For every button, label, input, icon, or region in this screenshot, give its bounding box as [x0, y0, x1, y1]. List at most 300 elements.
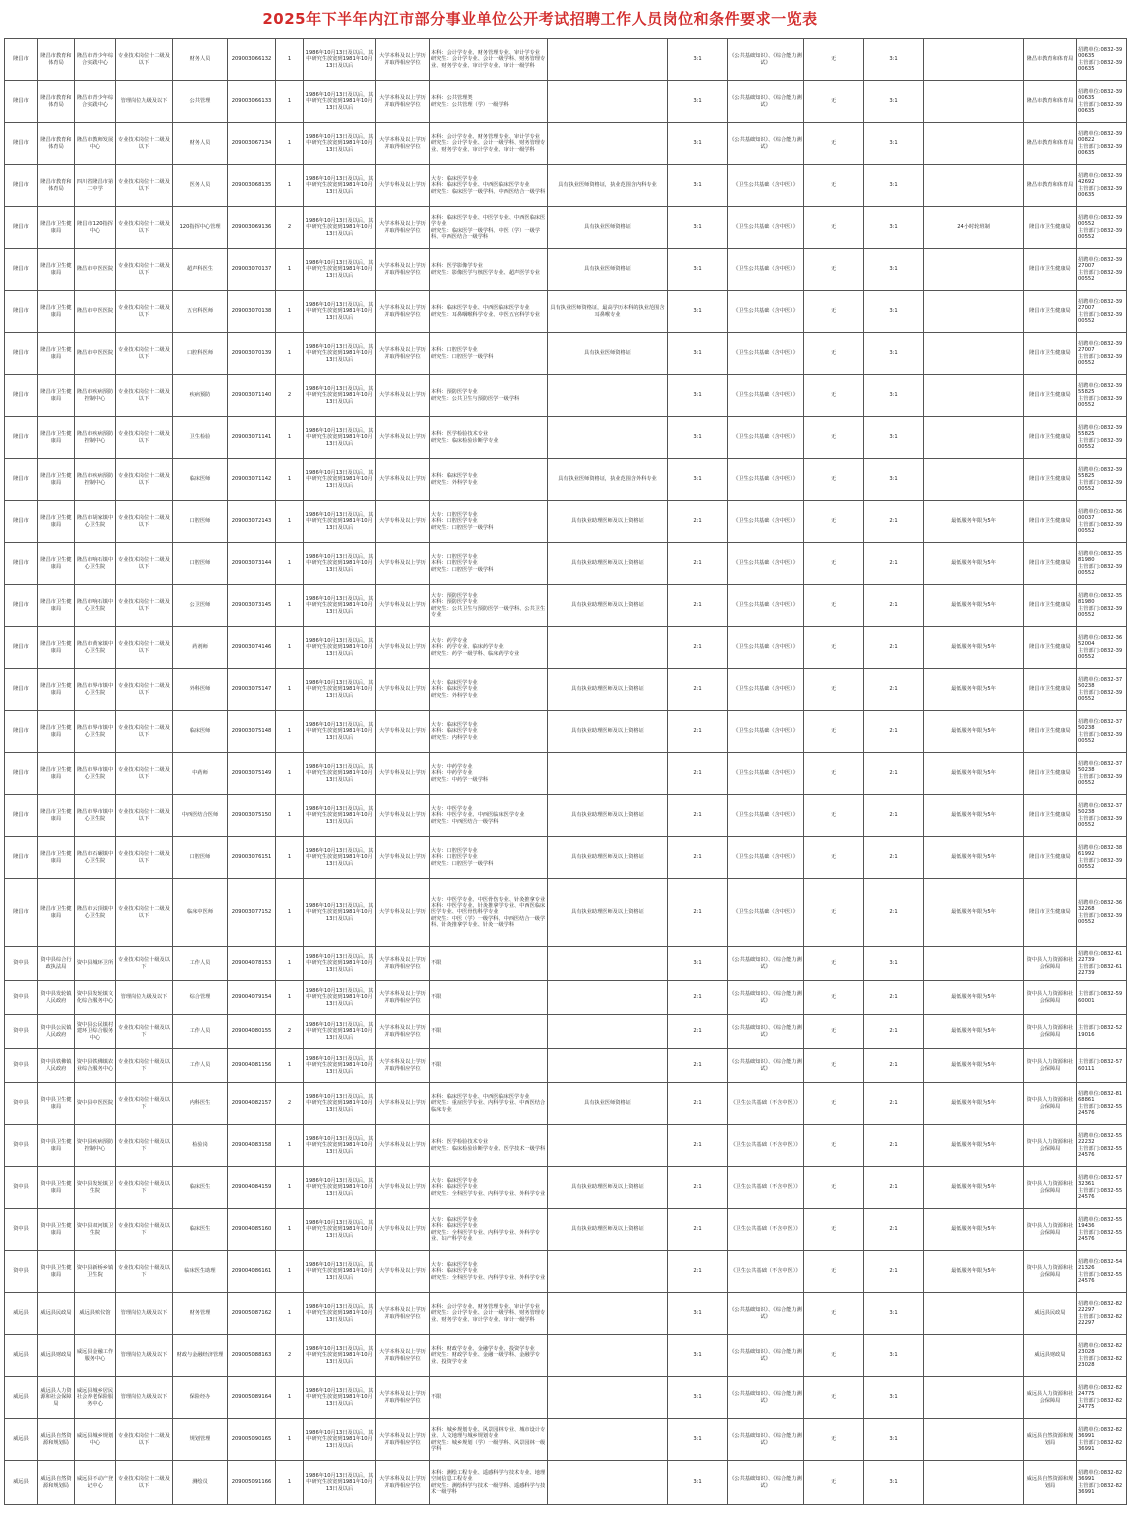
- exam-subject-cell: 《公共基础知识》、《综合能力测试》: [728, 947, 804, 981]
- post-code-cell: 209003070138: [228, 291, 276, 333]
- certificate-cell: [548, 1125, 668, 1167]
- extra-points-cell: 无: [804, 1461, 864, 1505]
- exam-ratio-cell: 3:1: [668, 207, 728, 249]
- unit-cell: 资中县城环卫所: [75, 947, 116, 981]
- post-code-cell: 209004086161: [228, 1251, 276, 1293]
- post-type-cell: 专业技术岗位十二级及以下: [116, 669, 173, 711]
- headcount-cell: 1: [276, 501, 304, 543]
- age-cell: 1986年10月13日及以后，其中研究生放宽到1981年10月13日及以后: [304, 165, 376, 207]
- extra-points-cell: 无: [804, 39, 864, 81]
- department-cell: 资中县卫生健康局: [38, 1125, 75, 1167]
- interview-ratio-cell: 2:1: [864, 1015, 924, 1049]
- county-cell: 资中县: [5, 1167, 38, 1209]
- other-requirement-cell: [924, 375, 1024, 417]
- major-cell: 不限: [430, 1049, 548, 1083]
- department-cell: 隆昌市卫生健康局: [38, 669, 75, 711]
- certificate-cell: [548, 81, 668, 123]
- age-cell: 1986年10月13日及以后，其中研究生放宽到1981年10月13日及以后: [304, 291, 376, 333]
- post-code-cell: 209003072143: [228, 501, 276, 543]
- post-type-cell: 专业技术岗位十二级及以下: [116, 417, 173, 459]
- contact-cell: 招聘单位:0832-3632268 主管部门:0832-3900552: [1077, 879, 1127, 947]
- headcount-cell: 1: [276, 947, 304, 981]
- department-cell: 隆昌市卫生健康局: [38, 291, 75, 333]
- county-cell: 隆昌市: [5, 627, 38, 669]
- authority-cell: 资中县人力资源和社会保障局: [1024, 1049, 1077, 1083]
- extra-points-cell: 无: [804, 947, 864, 981]
- age-cell: 1986年10月13日及以后，其中研究生放宽到1981年10月13日及以后: [304, 753, 376, 795]
- table-row: [5, 879, 1127, 947]
- major-cell: 本科：医学影像学专业 研究生：影像医学与核医学专业、超声医学专业: [430, 249, 548, 291]
- post-code-cell: 209003075150: [228, 795, 276, 837]
- post-code-cell: 209004085160: [228, 1209, 276, 1251]
- major-cell: 不限: [430, 981, 548, 1015]
- exam-ratio-cell: 3:1: [668, 165, 728, 207]
- age-cell: 1986年10月13日及以后，其中研究生放宽到1981年10月13日及以后: [304, 1049, 376, 1083]
- education-cell: 大学本科及以上学历并取得相应学位: [376, 81, 430, 123]
- table-row: [5, 1209, 1127, 1251]
- extra-points-cell: 无: [804, 753, 864, 795]
- exam-subject-cell: 《公共基础知识》、《综合能力测试》: [728, 123, 804, 165]
- exam-ratio-cell: 3:1: [668, 123, 728, 165]
- department-cell: 资中县公民镇人民政府: [38, 1015, 75, 1049]
- authority-cell: 资中县人力资源和社会保障局: [1024, 981, 1077, 1015]
- county-cell: 隆昌市: [5, 291, 38, 333]
- exam-ratio-cell: 2:1: [668, 669, 728, 711]
- major-cell: 本科：财政学专业、金融学专业、投资学专业 研究生：财政学专业、金融一级学科、金融学专业、投资学专业: [430, 1335, 548, 1377]
- certificate-cell: [548, 417, 668, 459]
- other-requirement-cell: 最低服务年限为5年: [924, 753, 1024, 795]
- education-cell: 大学本科及以上学历并取得相应学位: [376, 1049, 430, 1083]
- table-row: [5, 1251, 1127, 1293]
- table-row: [5, 795, 1127, 837]
- age-cell: 1986年10月13日及以后，其中研究生放宽到1981年10月13日及以后: [304, 1209, 376, 1251]
- headcount-cell: 1: [276, 81, 304, 123]
- post-code-cell: 209003077152: [228, 879, 276, 947]
- post-code-cell: 209004080155: [228, 1015, 276, 1049]
- age-cell: 1986年10月13日及以后，其中研究生放宽到1981年10月13日及以后: [304, 459, 376, 501]
- education-cell: 大学专科及以上学历: [376, 879, 430, 947]
- contact-cell: 招聘单位:0832-8223028 主管部门:0832-8223028: [1077, 1335, 1127, 1377]
- unit-cell: 威远县不动产登记中心: [75, 1461, 116, 1505]
- table-row: [5, 1419, 1127, 1461]
- post-type-cell: 专业技术岗位十二级及以下: [116, 501, 173, 543]
- education-cell: 大学本科及以上学历: [376, 1083, 430, 1125]
- education-cell: 大学本科及以上学历并取得相应学位: [376, 1293, 430, 1335]
- table-row: [5, 81, 1127, 123]
- exam-ratio-cell: 2:1: [668, 1251, 728, 1293]
- education-cell: 大学专科及以上学历: [376, 669, 430, 711]
- headcount-cell: 1: [276, 1377, 304, 1419]
- major-cell: 本科：公共管理类 研究生：公共管理（学）一级学科: [430, 81, 548, 123]
- headcount-cell: 1: [276, 669, 304, 711]
- post-type-cell: 专业技术岗位十二级及以下: [116, 627, 173, 669]
- post-name-cell: 工作人员: [173, 947, 228, 981]
- post-type-cell: 专业技术岗位十二级及以下: [116, 795, 173, 837]
- extra-points-cell: 无: [804, 1335, 864, 1377]
- department-cell: 隆昌市卫生健康局: [38, 333, 75, 375]
- contact-cell: 招聘单位:0832-5732361 主管部门:0832-5524576: [1077, 1167, 1127, 1209]
- post-type-cell: 专业技术岗位十二级及以下: [116, 249, 173, 291]
- department-cell: 隆昌市教育和体育局: [38, 81, 75, 123]
- extra-points-cell: 无: [804, 981, 864, 1015]
- post-code-cell: 209004084159: [228, 1167, 276, 1209]
- certificate-cell: 具有执业助理医师及以上资格证: [548, 711, 668, 753]
- interview-ratio-cell: 2:1: [864, 981, 924, 1015]
- exam-ratio-cell: 2:1: [668, 753, 728, 795]
- post-code-cell: 209005087162: [228, 1293, 276, 1335]
- exam-ratio-cell: 3:1: [668, 947, 728, 981]
- extra-points-cell: 无: [804, 417, 864, 459]
- authority-cell: 隆昌市卫生健康局: [1024, 459, 1077, 501]
- post-code-cell: 209003067134: [228, 123, 276, 165]
- certificate-cell: [548, 627, 668, 669]
- contact-cell: 招聘单位:0832-8224775 主管部门:0832-8224775: [1077, 1377, 1127, 1419]
- age-cell: 1986年10月13日及以后，其中研究生放宽到1981年10月13日及以后: [304, 585, 376, 627]
- age-cell: 1986年10月13日及以后，其中研究生放宽到1981年10月13日及以后: [304, 981, 376, 1015]
- authority-cell: 隆昌市卫生健康局: [1024, 249, 1077, 291]
- certificate-cell: [548, 123, 668, 165]
- certificate-cell: [548, 981, 668, 1015]
- certificate-cell: 具有执业医师资格证，执业范围含外科专业: [548, 459, 668, 501]
- other-requirement-cell: 最低服务年限为5年: [924, 669, 1024, 711]
- certificate-cell: [548, 947, 668, 981]
- major-cell: 大专：药学专业 本科：药学专业、临床药学专业 研究生：药学一级学科、临床药学专业: [430, 627, 548, 669]
- education-cell: 大学专科及以上学历: [376, 837, 430, 879]
- post-name-cell: 公共管理: [173, 81, 228, 123]
- age-cell: 1986年10月13日及以后，其中研究生放宽到1981年10月13日及以后: [304, 81, 376, 123]
- interview-ratio-cell: 2:1: [864, 1251, 924, 1293]
- interview-ratio-cell: 3:1: [864, 417, 924, 459]
- unit-cell: 资中县新桥乡镇卫生院: [75, 1251, 116, 1293]
- education-cell: 大学本科及以上学历并取得相应学位: [376, 207, 430, 249]
- post-name-cell: 财政与金融经济管理: [173, 1335, 228, 1377]
- extra-points-cell: 无: [804, 291, 864, 333]
- extra-points-cell: 无: [804, 1167, 864, 1209]
- education-cell: 大学专科及以上学历: [376, 501, 430, 543]
- contact-cell: 招聘单位:0832-8236991 主管部门:0832-8236991: [1077, 1419, 1127, 1461]
- exam-ratio-cell: 2:1: [668, 879, 728, 947]
- exam-ratio-cell: 3:1: [668, 291, 728, 333]
- department-cell: 隆昌市卫生健康局: [38, 753, 75, 795]
- age-cell: 1986年10月13日及以后，其中研究生放宽到1981年10月13日及以后: [304, 1419, 376, 1461]
- education-cell: 大学本科及以上学历并取得相应学位: [376, 249, 430, 291]
- county-cell: 资中县: [5, 1049, 38, 1083]
- post-name-cell: 工作人员: [173, 1015, 228, 1049]
- department-cell: 威远县民政局: [38, 1293, 75, 1335]
- interview-ratio-cell: 2:1: [864, 1167, 924, 1209]
- exam-ratio-cell: 2:1: [668, 711, 728, 753]
- headcount-cell: 1: [276, 753, 304, 795]
- post-code-cell: 209003066133: [228, 81, 276, 123]
- major-cell: 本科：口腔医学专业 研究生：口腔医学一级学科: [430, 333, 548, 375]
- major-cell: 大专：临床医学专业 本科：临床医学专业 研究生：外科学专业: [430, 669, 548, 711]
- post-type-cell: 专业技术岗位十二级及以下: [116, 375, 173, 417]
- county-cell: 隆昌市: [5, 669, 38, 711]
- other-requirement-cell: [924, 417, 1024, 459]
- exam-ratio-cell: 3:1: [668, 333, 728, 375]
- contact-cell: 招聘单位:0832-3900822 主管部门:0832-3900635: [1077, 123, 1127, 165]
- authority-cell: 隆昌市卫生健康局: [1024, 879, 1077, 947]
- post-code-cell: 209003068135: [228, 165, 276, 207]
- post-type-cell: 专业技术岗位十二级及以下: [116, 207, 173, 249]
- certificate-cell: [548, 1251, 668, 1293]
- post-name-cell: 五官科医师: [173, 291, 228, 333]
- department-cell: 隆昌市卫生健康局: [38, 585, 75, 627]
- table-row: [5, 669, 1127, 711]
- county-cell: 隆昌市: [5, 501, 38, 543]
- interview-ratio-cell: 3:1: [864, 333, 924, 375]
- post-code-cell: 209003073144: [228, 543, 276, 585]
- post-name-cell: 超声科医生: [173, 249, 228, 291]
- authority-cell: 威远县人力资源和社会保障局: [1024, 1377, 1077, 1419]
- post-name-cell: 临床医师: [173, 459, 228, 501]
- education-cell: 大学本科及以上学历: [376, 459, 430, 501]
- interview-ratio-cell: 2:1: [864, 1209, 924, 1251]
- age-cell: 1986年10月13日及以后，其中研究生放宽到1981年10月13日及以后: [304, 711, 376, 753]
- department-cell: 资中县铁佛镇人民政府: [38, 1049, 75, 1083]
- county-cell: 威远县: [5, 1377, 38, 1419]
- department-cell: 隆昌市卫生健康局: [38, 627, 75, 669]
- certificate-cell: [548, 375, 668, 417]
- certificate-cell: 具有执业医师资格证，最高学历本科的执业范围含耳鼻喉专业: [548, 291, 668, 333]
- post-code-cell: 209005088163: [228, 1335, 276, 1377]
- major-cell: 本科：预防医学专业 研究生：公共卫生与预防医学一级学科: [430, 375, 548, 417]
- department-cell: 威远县财政局: [38, 1335, 75, 1377]
- headcount-cell: 1: [276, 981, 304, 1015]
- post-name-cell: 综合管理: [173, 981, 228, 1015]
- post-type-cell: 管理岗位九级及以下: [116, 1377, 173, 1419]
- headcount-cell: 1: [276, 123, 304, 165]
- age-cell: 1986年10月13日及以后，其中研究生放宽到1981年10月13日及以后: [304, 669, 376, 711]
- post-type-cell: 专业技术岗位十二级及以下: [116, 333, 173, 375]
- contact-cell: 招聘单位:0832-3900552 主管部门:0832-3900552: [1077, 207, 1127, 249]
- county-cell: 隆昌市: [5, 165, 38, 207]
- headcount-cell: 1: [276, 837, 304, 879]
- exam-ratio-cell: 2:1: [668, 1083, 728, 1125]
- major-cell: 本科：会计学专业、财务管理专业、审计学专业 研究生：会计学专业、会计一级学科、财务管理专业、财务学专业、审计学专业、审计一级学科: [430, 1293, 548, 1335]
- table-row: [5, 1083, 1127, 1125]
- county-cell: 隆昌市: [5, 711, 38, 753]
- authority-cell: 隆昌市卫生健康局: [1024, 753, 1077, 795]
- age-cell: 1986年10月13日及以后，其中研究生放宽到1981年10月13日及以后: [304, 39, 376, 81]
- education-cell: 大学本科及以上学历并取得相应学位: [376, 1377, 430, 1419]
- department-cell: 资中县卫生健康局: [38, 1083, 75, 1125]
- table-row: [5, 627, 1127, 669]
- extra-points-cell: 无: [804, 627, 864, 669]
- exam-ratio-cell: 2:1: [668, 837, 728, 879]
- age-cell: 1986年10月13日及以后，其中研究生放宽到1981年10月13日及以后: [304, 1015, 376, 1049]
- post-name-cell: 外科医师: [173, 669, 228, 711]
- county-cell: 隆昌市: [5, 39, 38, 81]
- post-name-cell: 保险经办: [173, 1377, 228, 1419]
- department-cell: 隆昌市卫生健康局: [38, 795, 75, 837]
- exam-ratio-cell: 2:1: [668, 501, 728, 543]
- authority-cell: 资中县人力资源和社会保障局: [1024, 1015, 1077, 1049]
- authority-cell: 资中县人力资源和社会保障局: [1024, 1083, 1077, 1125]
- education-cell: 大学本科及以上学历并取得相应学位: [376, 39, 430, 81]
- post-type-cell: 专业技术岗位十二级及以下: [116, 123, 173, 165]
- age-cell: 1986年10月13日及以后，其中研究生放宽到1981年10月13日及以后: [304, 1167, 376, 1209]
- table-row: [5, 375, 1127, 417]
- contact-cell: 招聘单位:0832-8236991 主管部门:0832-8236991: [1077, 1461, 1127, 1505]
- post-name-cell: 医务人员: [173, 165, 228, 207]
- major-cell: 本科：临床医学专业、中西医临床医学专业 研究生：重症医学专业、内科学专业、中西医结合临床专业: [430, 1083, 548, 1125]
- headcount-cell: 1: [276, 291, 304, 333]
- headcount-cell: 1: [276, 1419, 304, 1461]
- headcount-cell: 1: [276, 879, 304, 947]
- post-type-cell: 专业技术岗位十级及以下: [116, 1209, 173, 1251]
- interview-ratio-cell: 2:1: [864, 795, 924, 837]
- major-cell: 大专：中医学专业 本科：中医学专业、中西医临床医学专业 研究生：中西医结合一级学科: [430, 795, 548, 837]
- age-cell: 1986年10月13日及以后，其中研究生放宽到1981年10月13日及以后: [304, 795, 376, 837]
- major-cell: 本科：测绘工程专业、遥感科学与技术专业、地理空间信息工程专业 研究生：测绘科学与技术一级学科、遥感科学与技术一级学科: [430, 1461, 548, 1505]
- post-code-cell: 209005091166: [228, 1461, 276, 1505]
- department-cell: 隆昌市卫生健康局: [38, 837, 75, 879]
- contact-cell: 招聘单位:0832-3861992 主管部门:0832-3900552: [1077, 837, 1127, 879]
- table-row: [5, 1167, 1127, 1209]
- headcount-cell: 1: [276, 711, 304, 753]
- contact-cell: 招聘单位:0832-3927007 主管部门:0832-3900552: [1077, 333, 1127, 375]
- exam-subject-cell: 《公共基础知识》、《综合能力测试》: [728, 1461, 804, 1505]
- table-row: [5, 291, 1127, 333]
- exam-subject-cell: 《卫生公共基础（含中医）》: [728, 249, 804, 291]
- exam-subject-cell: 《卫生公共基础（含中医）》: [728, 543, 804, 585]
- other-requirement-cell: [924, 81, 1024, 123]
- table-row: [5, 837, 1127, 879]
- table-row: [5, 1049, 1127, 1083]
- certificate-cell: 具有执业助理医师及以上资格证: [548, 585, 668, 627]
- certificate-cell: [548, 1335, 668, 1377]
- exam-subject-cell: 《公共基础知识》、《综合能力测试》: [728, 39, 804, 81]
- unit-cell: 资中县发轮镇文化综合服务中心: [75, 981, 116, 1015]
- county-cell: 隆昌市: [5, 375, 38, 417]
- exam-subject-cell: 《卫生公共基础（含中医）》: [728, 417, 804, 459]
- unit-cell: 隆昌市胡家镇中心卫生院: [75, 501, 116, 543]
- extra-points-cell: 无: [804, 207, 864, 249]
- unit-cell: 隆昌市青少年综合实践中心: [75, 39, 116, 81]
- age-cell: 1986年10月13日及以后，其中研究生放宽到1981年10月13日及以后: [304, 123, 376, 165]
- post-name-cell: 卫生检验: [173, 417, 228, 459]
- post-type-cell: 专业技术岗位十级及以下: [116, 1049, 173, 1083]
- contact-cell: 招聘单位:0832-8222297 主管部门:0832-8222297: [1077, 1293, 1127, 1335]
- extra-points-cell: 无: [804, 1125, 864, 1167]
- contact-cell: 招聘单位:0832-3900635 主管部门:0832-3900635: [1077, 81, 1127, 123]
- unit-cell: 隆昌市黄家镇中心卫生院: [75, 627, 116, 669]
- contact-cell: 主管部门:0832-5219016: [1077, 1015, 1127, 1049]
- table-row: [5, 249, 1127, 291]
- county-cell: 威远县: [5, 1461, 38, 1505]
- county-cell: 隆昌市: [5, 585, 38, 627]
- post-type-cell: 专业技术岗位十二级及以下: [116, 585, 173, 627]
- certificate-cell: 具有执业助理医师及以上资格证: [548, 1167, 668, 1209]
- exam-ratio-cell: 2:1: [668, 1049, 728, 1083]
- post-name-cell: 口腔医师: [173, 543, 228, 585]
- other-requirement-cell: 最低服务年限为5年: [924, 1209, 1024, 1251]
- authority-cell: 隆昌市卫生健康局: [1024, 291, 1077, 333]
- unit-cell: 隆昌市中医医院: [75, 291, 116, 333]
- post-code-cell: 209004082157: [228, 1083, 276, 1125]
- table-row: [5, 417, 1127, 459]
- post-code-cell: 209004081156: [228, 1049, 276, 1083]
- headcount-cell: 1: [276, 333, 304, 375]
- exam-subject-cell: 《公共基础知识》、《综合能力测试》: [728, 1335, 804, 1377]
- interview-ratio-cell: 2:1: [864, 669, 924, 711]
- post-code-cell: 209003075149: [228, 753, 276, 795]
- exam-subject-cell: 《卫生公共基础（含中医）》: [728, 795, 804, 837]
- major-cell: 本科：会计学专业、财务管理专业、审计学专业 研究生：会计学专业、会计一级学科、财务管理专业、财务学专业、审计学专业、审计一级学科: [430, 123, 548, 165]
- headcount-cell: 1: [276, 417, 304, 459]
- post-name-cell: 财务人员: [173, 123, 228, 165]
- post-name-cell: 临床医师: [173, 711, 228, 753]
- post-code-cell: 209003066132: [228, 39, 276, 81]
- authority-cell: 隆昌市卫生健康局: [1024, 669, 1077, 711]
- department-cell: 隆昌市卫生健康局: [38, 375, 75, 417]
- education-cell: 大学专科及以上学历: [376, 753, 430, 795]
- extra-points-cell: 无: [804, 501, 864, 543]
- table-row: [5, 947, 1127, 981]
- post-type-cell: 管理岗位九级及以下: [116, 981, 173, 1015]
- headcount-cell: 2: [276, 1015, 304, 1049]
- interview-ratio-cell: 2:1: [864, 501, 924, 543]
- major-cell: 不限: [430, 947, 548, 981]
- extra-points-cell: 无: [804, 1049, 864, 1083]
- contact-cell: 招聘单位:0832-5519436 主管部门:0832-5524576: [1077, 1209, 1127, 1251]
- certificate-cell: 具有执业医师资格证，执业范围含内科专业: [548, 165, 668, 207]
- major-cell: 大专：口腔医学专业 本科：口腔医学专业 研究生：口腔医学一级学科: [430, 837, 548, 879]
- education-cell: 大学本科及以上学历并取得相应学位: [376, 1015, 430, 1049]
- post-code-cell: 209003074146: [228, 627, 276, 669]
- headcount-cell: 1: [276, 1125, 304, 1167]
- authority-cell: 资中县人力资源和社会保障局: [1024, 1125, 1077, 1167]
- post-name-cell: 内科医生: [173, 1083, 228, 1125]
- education-cell: 大学专科及以上学历: [376, 585, 430, 627]
- extra-points-cell: 无: [804, 711, 864, 753]
- education-cell: 大学专科及以上学历: [376, 627, 430, 669]
- exam-subject-cell: 《卫生公共基础（含中医）》: [728, 165, 804, 207]
- exam-subject-cell: 《卫生公共基础（含中医）》: [728, 627, 804, 669]
- major-cell: 大专：口腔医学专业 本科：口腔医学专业 研究生：口腔医学一级学科: [430, 543, 548, 585]
- education-cell: 大学本科及以上学历并取得相应学位: [376, 981, 430, 1015]
- post-type-cell: 专业技术岗位十级及以下: [116, 1125, 173, 1167]
- certificate-cell: 具有执业助理医师及以上资格证: [548, 669, 668, 711]
- authority-cell: 隆昌市教育和体育局: [1024, 123, 1077, 165]
- unit-cell: 隆昌市青少年综合实践中心: [75, 81, 116, 123]
- certificate-cell: 具有执业医师资格证: [548, 1083, 668, 1125]
- age-cell: 1986年10月13日及以后，其中研究生放宽到1981年10月13日及以后: [304, 1377, 376, 1419]
- exam-subject-cell: 《卫生公共基础（含中医）》: [728, 711, 804, 753]
- authority-cell: 威远县财政局: [1024, 1335, 1077, 1377]
- interview-ratio-cell: 2:1: [864, 711, 924, 753]
- extra-points-cell: 无: [804, 585, 864, 627]
- table-row: [5, 207, 1127, 249]
- contact-cell: 招聘单位:0832-3955825 主管部门:0832-3900552: [1077, 459, 1127, 501]
- exam-subject-cell: 《公共基础知识》、《综合能力测试》: [728, 1293, 804, 1335]
- certificate-cell: [548, 39, 668, 81]
- contact-cell: 主管部门:0832-5760111: [1077, 1049, 1127, 1083]
- post-name-cell: 工作人员: [173, 1049, 228, 1083]
- certificate-cell: 具有执业助理医师及以上资格证: [548, 879, 668, 947]
- exam-subject-cell: 《卫生公共基础（含中医）》: [728, 375, 804, 417]
- authority-cell: 资中县人力资源和社会保障局: [1024, 1167, 1077, 1209]
- major-cell: 本科：临床医学专业、中西医临床医学专业 研究生：耳鼻咽喉科学专业、中医五官科学专业: [430, 291, 548, 333]
- exam-subject-cell: 《公共基础知识》、《综合能力测试》: [728, 981, 804, 1015]
- unit-cell: 隆昌市疾病预防控制中心: [75, 375, 116, 417]
- contact-cell: 招聘单位:0832-3600037 主管部门:0832-3900552: [1077, 501, 1127, 543]
- unit-cell: 隆昌市界市镇中心卫生院: [75, 795, 116, 837]
- education-cell: 大学专科及以上学历: [376, 1167, 430, 1209]
- county-cell: 隆昌市: [5, 795, 38, 837]
- other-requirement-cell: [924, 1461, 1024, 1505]
